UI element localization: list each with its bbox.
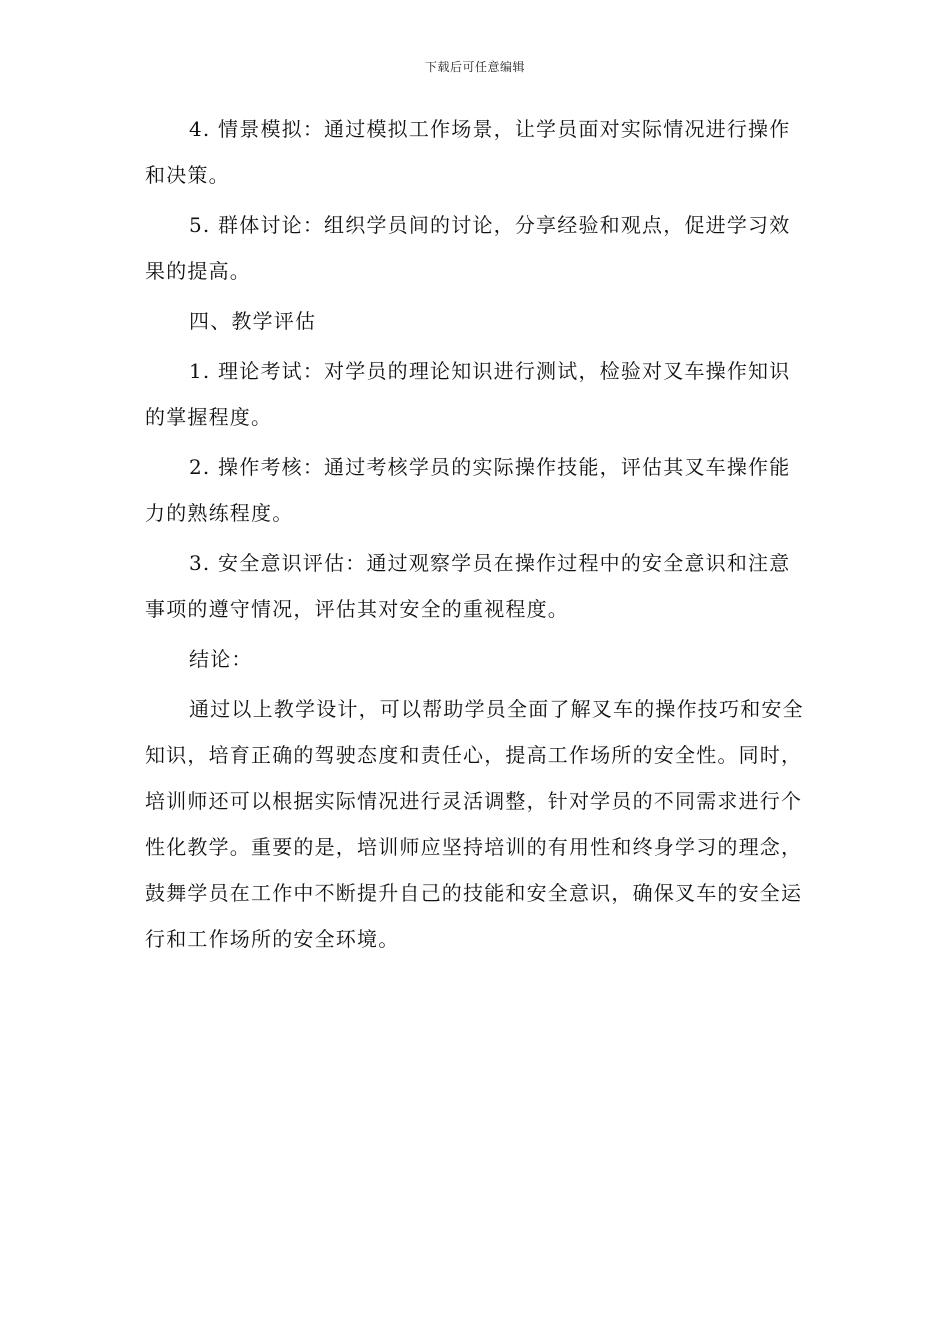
paragraph-group-discussion: 5. 群体讨论：组织学员间的讨论，分享经验和观点，促进学习效果的提高。 [145,213,791,283]
page-header: 下载后可任意编辑 [424,60,525,74]
section-heading-conclusion: 结论： [189,647,253,671]
paragraph-safety-evaluation: 3. 安全意识评估：通过观察学员在操作过程中的安全意识和注意事项的遵守情况，评估其对安全的重视程度。 [145,551,791,621]
paragraph-theory-exam: 1. 理论考试：对学员的理论知识进行测试，检验对叉车操作知识的掌握程度。 [145,359,791,429]
paragraph-conclusion-body: 通过以上教学设计，可以帮助学员全面了解叉车的操作技巧和安全知识，培育正确的驾驶态度和责任心，提高工作场所的安全性。同时，培训师还可以根据实际情况进行灵活调整，针对学员的不同需求进行个性化教学。重要的是，培训师应坚持培训的有用性和终身学习的理念，鼓舞学员在工作中不断提升自己的技能和安全意识，确保叉车的安全运行和工作场所的安全环境。 [145,697,804,951]
paragraph-operation-assessment: 2. 操作考核：通过考核学员的实际操作技能，评估其叉车操作能力的熟练程度。 [145,455,791,525]
document-body [145,106,810,966]
paragraph-situation-simulation: 4. 情景模拟：通过模拟工作场景，让学员面对实际情况进行操作和决策。 [145,117,791,187]
section-heading-evaluation: 四、教学评估 [189,309,317,333]
